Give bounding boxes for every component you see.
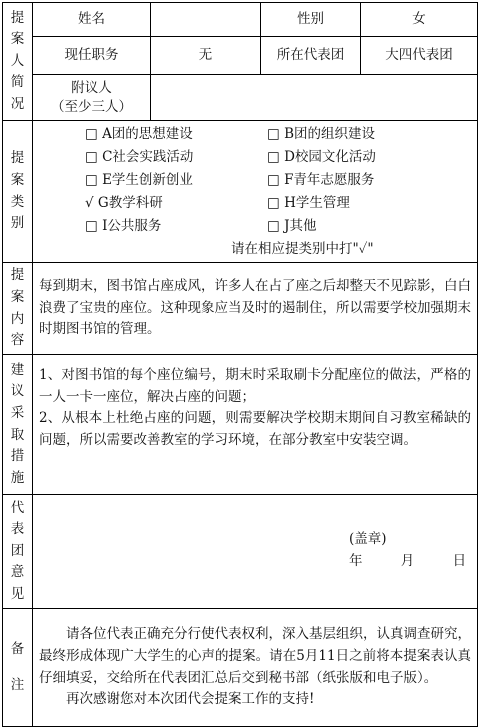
proposer-section-label: 提 案 人 简 况 xyxy=(3,3,33,121)
cosigners-label: 附议人 （至少三人） xyxy=(33,75,151,121)
measure-item-1: 1、对图书馆的每个座位编号，期末时采取刷卡分配座位的做法，严格的一人一卡一座位，解决占座的问题； xyxy=(39,367,471,405)
content-text[interactable]: 每到期末，图书馆占座成风，许多人在占了座之后却整天不见踪影，白白浪费了宝贵的座位。这种现象应当及时的遏制住，所以需要学校加强期末时期图书馆的管理。 xyxy=(33,263,478,355)
category-option-j[interactable]: □ J其他 xyxy=(267,217,317,234)
category-option-d[interactable]: □ D校园文化活动 xyxy=(267,148,376,165)
gender-label: 性别 xyxy=(261,3,361,37)
category-hint: 请在相应提类别中打"✓" xyxy=(231,241,374,257)
year-label: 年 xyxy=(349,552,363,569)
remarks-area xyxy=(33,609,478,727)
date-line xyxy=(349,551,466,573)
name-label: 姓名 xyxy=(33,3,151,37)
day-label: 日 xyxy=(452,552,467,569)
category-option-g[interactable]: √ G教学科研 xyxy=(85,194,163,211)
category-option-f[interactable]: □ F青年志愿服务 xyxy=(267,171,375,188)
category-options xyxy=(33,121,478,263)
gender-value[interactable]: 女 xyxy=(361,3,478,37)
remarks-text: 请各位代表正确充分行使代表权利，深入基层组织，认真调查研究，最终形成体现广大学生的心声的提案。请在5月11日之前将本提案表认真仔细填妥，交给所在代表团汇总后交到秘书部（纸张版和电子版）。 xyxy=(39,626,471,686)
delegation-value[interactable]: 大四代表团 xyxy=(361,37,478,75)
content-section-label: 提 案 内 容 xyxy=(3,263,33,355)
proposal-form-table xyxy=(2,2,478,727)
cosigners-value[interactable] xyxy=(151,75,478,121)
category-option-i[interactable]: □ I公共服务 xyxy=(85,217,162,234)
remarks-thanks: 再次感谢您对本次团代会提案工作的支持! xyxy=(66,691,315,708)
category-option-e[interactable]: □ E学生创新创业 xyxy=(85,171,193,188)
measure-item-2: 2、从根本上杜绝占座的问题，则需要解决学校期末期间自习教室稀缺的问题，所以需要改善教室的学习环境，在部分教室中安装空调。 xyxy=(39,410,471,448)
position-value[interactable]: 无 xyxy=(151,37,261,75)
category-option-b[interactable]: □ B团的组织建设 xyxy=(267,125,375,142)
category-section-label: 提 案 类 别 xyxy=(3,121,33,263)
measures-section-label: 建 议 采 取 措 施 xyxy=(3,355,33,495)
opinion-section-label: 代 表 团 意 见 xyxy=(3,495,33,609)
category-option-h[interactable]: □ H学生管理 xyxy=(267,194,350,211)
remarks-section-label: 备 注 xyxy=(3,609,33,727)
category-option-a[interactable]: □ A团的思想建设 xyxy=(85,125,193,142)
delegation-label: 所在代表团 xyxy=(261,37,361,75)
measures-text[interactable] xyxy=(33,355,478,495)
name-value[interactable] xyxy=(151,3,261,37)
category-option-c[interactable]: □ C社会实践活动 xyxy=(85,148,194,165)
month-label: 月 xyxy=(400,552,415,569)
seal-label: (盖章) xyxy=(349,530,387,547)
opinion-area[interactable] xyxy=(33,495,478,609)
position-label: 现任职务 xyxy=(33,37,151,75)
